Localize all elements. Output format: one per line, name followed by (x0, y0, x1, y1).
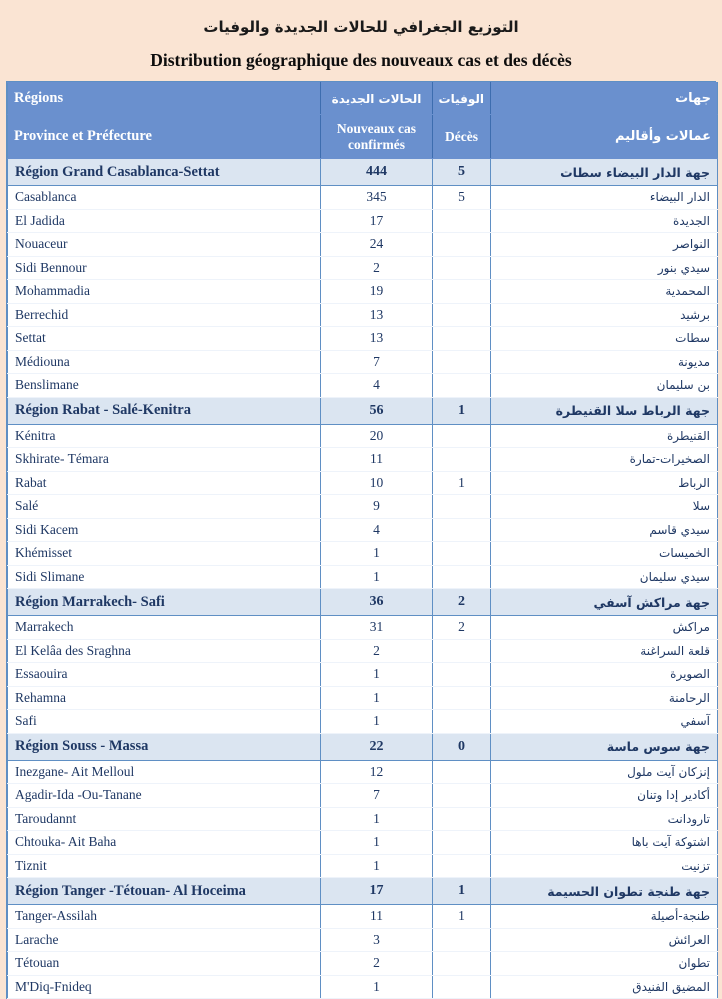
region-cases-total: 36 (321, 589, 433, 616)
province-name-ar: القنيطرة (491, 424, 718, 448)
province-name-ar: مديونة (491, 350, 718, 374)
table-row (8, 186, 718, 210)
province-name-ar: تطوان (491, 952, 718, 976)
table-row (8, 616, 718, 640)
province-name-fr: Berrechid (8, 303, 321, 327)
column-header-regions-ar: جهات (491, 83, 718, 115)
province-deaths (433, 760, 491, 784)
province-name-fr: Marrakech (8, 616, 321, 640)
province-name-ar: الخميسات (491, 542, 718, 566)
province-cases: 345 (321, 186, 433, 210)
column-header-deaths-fr: Décès (433, 115, 491, 159)
region-cases-total: 444 (321, 159, 433, 186)
region-deaths-total: 2 (433, 589, 491, 616)
table-row (8, 518, 718, 542)
province-cases: 1 (321, 542, 433, 566)
province-deaths (433, 565, 491, 589)
region-name-ar: جهة سوس ماسة (491, 733, 718, 760)
province-name-fr: Kénitra (8, 424, 321, 448)
province-deaths (433, 280, 491, 304)
province-name-fr: Rabat (8, 471, 321, 495)
province-name-ar: اشتوكة آيت باها (491, 831, 718, 855)
table-row (8, 807, 718, 831)
column-header-province-ar: عمالات وأقاليم (491, 115, 718, 159)
region-deaths-total: 1 (433, 878, 491, 905)
province-name-ar: العرائش (491, 928, 718, 952)
province-deaths (433, 495, 491, 519)
table-row (8, 374, 718, 398)
province-name-fr: Rehamna (8, 686, 321, 710)
table-row (8, 542, 718, 566)
province-deaths (433, 975, 491, 999)
column-header-deaths-ar: الوفيات (433, 83, 491, 115)
province-deaths (433, 256, 491, 280)
province-cases: 4 (321, 374, 433, 398)
table-row (8, 952, 718, 976)
region-cases-total: 22 (321, 733, 433, 760)
region-summary-row (8, 159, 718, 186)
province-deaths (433, 374, 491, 398)
province-name-fr: Settat (8, 327, 321, 351)
province-deaths (433, 854, 491, 878)
province-deaths (433, 327, 491, 351)
table-header-row-1 (8, 83, 718, 115)
page-title-arabic: التوزيع الجغرافي للحالات الجديدة والوفيات (203, 18, 519, 36)
table-row (8, 663, 718, 687)
region-deaths-total: 5 (433, 159, 491, 186)
province-name-fr: Casablanca (8, 186, 321, 210)
table-row (8, 710, 718, 734)
region-name-fr: Région Grand Casablanca-Settat (8, 159, 321, 186)
province-cases: 1 (321, 807, 433, 831)
province-cases: 11 (321, 448, 433, 472)
province-name-fr: Sidi Kacem (8, 518, 321, 542)
province-name-ar: برشيد (491, 303, 718, 327)
province-name-fr: Benslimane (8, 374, 321, 398)
province-cases: 19 (321, 280, 433, 304)
table-row (8, 256, 718, 280)
province-deaths (433, 233, 491, 257)
table-row (8, 209, 718, 233)
province-name-ar: الدار البيضاء (491, 186, 718, 210)
province-cases: 1 (321, 686, 433, 710)
province-deaths (433, 952, 491, 976)
province-cases: 1 (321, 854, 433, 878)
region-cases-total: 17 (321, 878, 433, 905)
region-name-ar: جهة الدار البيضاء سطات (491, 159, 718, 186)
province-cases: 1 (321, 975, 433, 999)
geographic-distribution-table (7, 82, 718, 999)
province-name-fr: Tétouan (8, 952, 321, 976)
table-row (8, 424, 718, 448)
table-row (8, 448, 718, 472)
province-name-ar: سيدي بنور (491, 256, 718, 280)
province-name-ar: المحمدية (491, 280, 718, 304)
province-name-ar: النواصر (491, 233, 718, 257)
region-name-ar: جهة طنجة تطوان الحسيمة (491, 878, 718, 905)
province-name-fr: El Jadida (8, 209, 321, 233)
province-deaths: 2 (433, 616, 491, 640)
province-name-ar: سطات (491, 327, 718, 351)
page-title-french: Distribution géographique des nouveaux cas et des décès (150, 50, 572, 70)
province-name-ar: المضيق الفنيدق (491, 975, 718, 999)
region-summary-row (8, 589, 718, 616)
table-row (8, 303, 718, 327)
province-name-fr: Safi (8, 710, 321, 734)
province-cases: 9 (321, 495, 433, 519)
province-deaths (433, 350, 491, 374)
region-name-ar: جهة مراكش آسفي (491, 589, 718, 616)
table-row (8, 928, 718, 952)
province-name-fr: Agadir-Ida -Ou-Tanane (8, 784, 321, 808)
table-row (8, 831, 718, 855)
province-cases: 31 (321, 616, 433, 640)
table-row (8, 495, 718, 519)
province-deaths (433, 710, 491, 734)
province-name-ar: أكادير إدا وتنان (491, 784, 718, 808)
table-row (8, 854, 718, 878)
province-name-fr: Larache (8, 928, 321, 952)
column-header-regions-fr: Régions (8, 83, 321, 115)
column-header-province-fr: Province et Préfecture (8, 115, 321, 159)
table-row (8, 686, 718, 710)
province-cases: 2 (321, 256, 433, 280)
province-cases: 3 (321, 928, 433, 952)
province-name-fr: Essaouira (8, 663, 321, 687)
column-header-cases-fr: Nouveaux cas confirmés (321, 115, 433, 159)
province-cases: 1 (321, 710, 433, 734)
region-name-ar: جهة الرباط سلا القنيطرة (491, 397, 718, 424)
title-block (0, 0, 722, 71)
province-cases: 20 (321, 424, 433, 448)
region-name-fr: Région Souss - Massa (8, 733, 321, 760)
province-name-ar: سلا (491, 495, 718, 519)
province-name-fr: Médiouna (8, 350, 321, 374)
province-cases: 2 (321, 952, 433, 976)
table-body (8, 159, 718, 999)
province-name-ar: الصخيرات-تمارة (491, 448, 718, 472)
table-header-row-2 (8, 115, 718, 159)
table-row (8, 639, 718, 663)
province-name-ar: بن سليمان (491, 374, 718, 398)
province-name-ar: الرحامنة (491, 686, 718, 710)
table-container (6, 81, 716, 999)
province-deaths (433, 448, 491, 472)
province-cases: 1 (321, 565, 433, 589)
province-cases: 10 (321, 471, 433, 495)
province-name-fr: Sidi Slimane (8, 565, 321, 589)
province-cases: 1 (321, 663, 433, 687)
province-deaths (433, 639, 491, 663)
province-deaths: 5 (433, 186, 491, 210)
province-name-fr: Taroudannt (8, 807, 321, 831)
table-row (8, 760, 718, 784)
province-name-fr: M'Diq-Fnideq (8, 975, 321, 999)
province-deaths (433, 784, 491, 808)
province-name-fr: Nouaceur (8, 233, 321, 257)
region-name-fr: Région Rabat - Salé-Kenitra (8, 397, 321, 424)
province-deaths (433, 831, 491, 855)
province-cases: 1 (321, 831, 433, 855)
province-name-ar: إنزكان آيت ملول (491, 760, 718, 784)
table-row (8, 471, 718, 495)
region-summary-row (8, 397, 718, 424)
province-cases: 17 (321, 209, 433, 233)
province-cases: 24 (321, 233, 433, 257)
province-name-fr: Inezgane- Ait Melloul (8, 760, 321, 784)
province-deaths (433, 663, 491, 687)
province-deaths (433, 518, 491, 542)
province-name-ar: قلعة السراغنة (491, 639, 718, 663)
province-deaths (433, 303, 491, 327)
region-name-fr: Région Marrakech- Safi (8, 589, 321, 616)
table-row (8, 905, 718, 929)
province-deaths (433, 542, 491, 566)
table-row (8, 233, 718, 257)
province-name-ar: مراكش (491, 616, 718, 640)
table-row (8, 327, 718, 351)
province-name-ar: تارودانت (491, 807, 718, 831)
province-cases: 2 (321, 639, 433, 663)
table-row (8, 784, 718, 808)
province-name-fr: Chtouka- Ait Baha (8, 831, 321, 855)
province-name-fr: Skhirate- Témara (8, 448, 321, 472)
province-name-ar: الصويرة (491, 663, 718, 687)
province-cases: 13 (321, 327, 433, 351)
region-summary-row (8, 878, 718, 905)
table-row (8, 350, 718, 374)
column-header-cases-ar: الحالات الجديدة (321, 83, 433, 115)
province-name-ar: سيدي قاسم (491, 518, 718, 542)
region-deaths-total: 0 (433, 733, 491, 760)
province-cases: 7 (321, 350, 433, 374)
province-cases: 12 (321, 760, 433, 784)
province-cases: 13 (321, 303, 433, 327)
province-name-fr: Tiznit (8, 854, 321, 878)
province-name-fr: El Kelâa des Sraghna (8, 639, 321, 663)
table-row (8, 975, 718, 999)
region-summary-row (8, 733, 718, 760)
province-name-ar: الجديدة (491, 209, 718, 233)
province-name-fr: Sidi Bennour (8, 256, 321, 280)
province-deaths (433, 807, 491, 831)
province-cases: 11 (321, 905, 433, 929)
region-name-fr: Région Tanger -Tétouan- Al Hoceima (8, 878, 321, 905)
province-deaths: 1 (433, 905, 491, 929)
province-cases: 4 (321, 518, 433, 542)
province-deaths (433, 928, 491, 952)
province-name-fr: Salé (8, 495, 321, 519)
province-name-ar: طنجة-أصيلة (491, 905, 718, 929)
province-name-fr: Tanger-Assilah (8, 905, 321, 929)
region-cases-total: 56 (321, 397, 433, 424)
table-row (8, 565, 718, 589)
province-name-ar: الرباط (491, 471, 718, 495)
province-deaths: 1 (433, 471, 491, 495)
table-row (8, 280, 718, 304)
province-name-ar: سيدي سليمان (491, 565, 718, 589)
province-deaths (433, 209, 491, 233)
province-name-ar: تزنيت (491, 854, 718, 878)
province-name-fr: Mohammadia (8, 280, 321, 304)
province-name-fr: Khémisset (8, 542, 321, 566)
province-name-ar: آسفي (491, 710, 718, 734)
province-cases: 7 (321, 784, 433, 808)
region-deaths-total: 1 (433, 397, 491, 424)
province-deaths (433, 686, 491, 710)
province-deaths (433, 424, 491, 448)
table-header (8, 83, 718, 159)
